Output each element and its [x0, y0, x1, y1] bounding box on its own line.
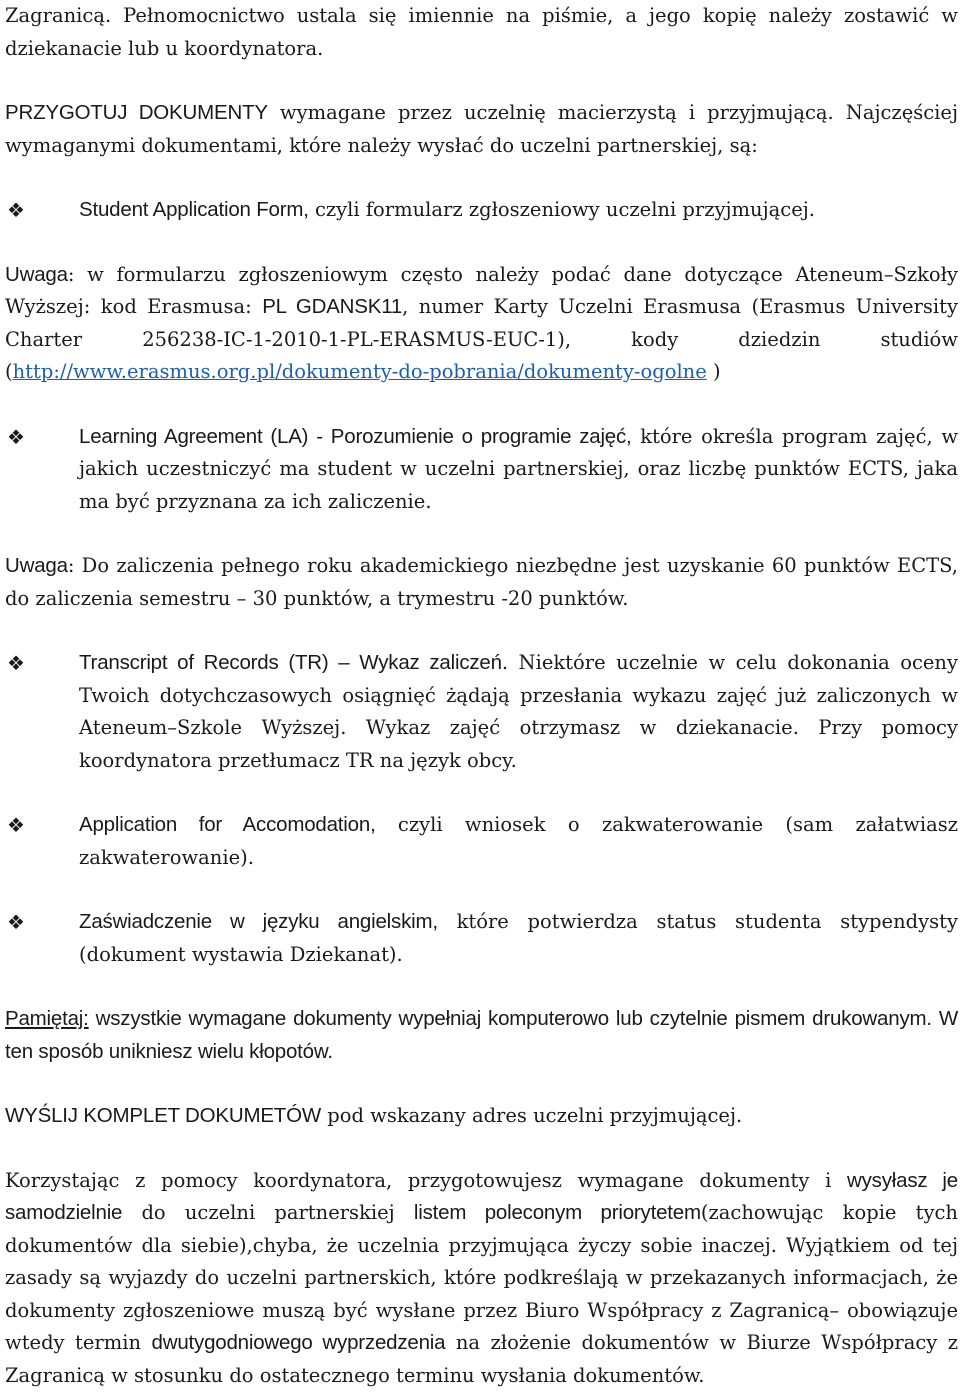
list-item-title: Zaświadczenie w języku angielskim,: [79, 910, 438, 933]
diamond-bullet-icon: ❖: [7, 194, 25, 227]
document-page: [5, 0, 958, 1392]
paragraph-remember: [5, 1003, 958, 1068]
list-item-title: Transcript of Records (TR) – Wykaz zaliczeń: [79, 651, 502, 674]
note-erasmus-codes: Uwaga: w formularzu zgłoszeniowym często należy podać dane dotyczące Ateneum–Szkoły Wyższej: kod Erasmusa: PL GDANSK11, numer Karty Uczelni Erasmusa (Erasmus University Charter 256238-IC-1-2010-1-PL-ERASMUS-EUC-1), kody dziedzin studiów (http://www.erasmus.org.pl/dokumenty-do-pobrania/dokumenty-ogolne ): [5, 259, 958, 389]
send-documents-heading: WYŚLIJ KOMPLET DOKUMETÓW: [5, 1104, 321, 1127]
paragraph-send-documents: WYŚLIJ KOMPLET DOKUMETÓW pod wskazany adres uczelni przyjmującej.: [5, 1100, 958, 1133]
erasmus-code: PL GDANSK11: [262, 295, 402, 318]
list-item-learning-agreement: ❖ Learning Agreement (LA) - Porozumienie o programie zajęć, które określa program zajęć, w jakich uczestniczyć ma student w uczelni partnerskiej, oraz liczbę punktów ECTS, jaka ma być przyznana za ich zaliczenie.: [5, 421, 958, 519]
paragraph-power-of-attorney: Zagranicą. Pełnomocnictwo ustala się imiennie na piśmie, a jego kopię należy zostawić w dziekanacie lub u koordynatora.: [5, 0, 958, 65]
diamond-bullet-icon: ❖: [7, 421, 25, 454]
erasmus-documents-link[interactable]: http://www.erasmus.org.pl/dokumenty-do-pobrania/dokumenty-ogolne: [13, 360, 707, 383]
diamond-bullet-icon: ❖: [7, 809, 25, 842]
note-label: Uwaga: [5, 263, 68, 286]
note-label: Uwaga: [5, 554, 68, 577]
list-item-title: Learning Agreement (LA) - Porozumienie o programie zajęć,: [79, 425, 632, 448]
list-item-student-application-form: ❖ Student Application Form, czyli formularz zgłoszeniowy uczelni przyjmującej.: [5, 194, 958, 227]
emphasis-send-yourself: wysyłasz je samodzielnie: [5, 1169, 958, 1225]
paragraph-prepare-documents: PRZYGOTUJ DOKUMENTY wymagane przez uczelnię macierzystą i przyjmującą. Najczęściej wymaganymi dokumentami, które należy wysłać do uczelni partnerskiej, są:: [5, 97, 958, 162]
diamond-bullet-icon: ❖: [7, 647, 25, 680]
list-item-application-for-accomodation: ❖ Application for Accomodation, czyli wniosek o zakwaterowanie (sam załatwiasz zakwaterowanie).: [5, 809, 958, 874]
remember-text: wszystkie wymagane dokumenty wypełniaj komputerowo lub czytelnie pismem drukowanym. W ten sposób unikniesz wielu kłopotów.: [5, 1007, 958, 1063]
diamond-bullet-icon: ❖: [7, 906, 25, 939]
list-item-english-certificate: ❖ Zaświadczenie w języku angielskim, które potwierdza status studenta stypendysty (dokument wystawia Dziekanat).: [5, 906, 958, 971]
emphasis-two-week-notice: dwutygodniowego wyprzedzenia: [152, 1331, 446, 1354]
remember-label: Pamiętaj:: [5, 1007, 89, 1030]
prepare-documents-heading: PRZYGOTUJ DOKUMENTY: [5, 101, 268, 124]
paragraph-sending-procedure: Korzystając z pomocy koordynatora, przygotowujesz wymagane dokumenty i wysyłasz je samodzielnie do uczelni partnerskiej listem poleconym priorytetem(zachowując kopie tych dokumentów dla siebie),chyba, że uczelnia przyjmująca życzy sobie inaczej. Wyjątkiem od tej zasady są wyjazdy do uczelni partnerskich, które podkreślają w przekazanych informacjach, że dokumenty zgłoszeniowe muszą być wysłane przez Biuro Współpracy z Zagranicą– obowiązuje wtedy termin dwutygodniowego wyprzedzenia na złożenie dokumentów w Biurze Współpracy z Zagranicą w stosunku do ostatecznego terminu wysłania dokumentów.: [5, 1165, 958, 1392]
note-ects: Uwaga: Do zaliczenia pełnego roku akademickiego niezbędne jest uzyskanie 60 punktów ECTS, do zaliczenia semestru – 30 punktów, a trymestru -20 punktów.: [5, 550, 958, 615]
list-item-title: Student Application Form,: [79, 198, 309, 221]
list-item-title: Application for Accomodation,: [79, 813, 376, 836]
emphasis-priority-registered: listem poleconym priorytetem: [414, 1201, 701, 1224]
list-item-transcript-of-records: ❖ Transcript of Records (TR) – Wykaz zaliczeń. Niektóre uczelnie w celu dokonania oceny Twoich dotychczasowych osiągnięć żądają przesłania wykazu zajęć już zaliczonych w Ateneum–Szkole Wyższej. Wykaz zajęć otrzymasz w dziekanacie. Przy pomocy koordynatora przetłumacz TR na język obcy.: [5, 647, 958, 777]
